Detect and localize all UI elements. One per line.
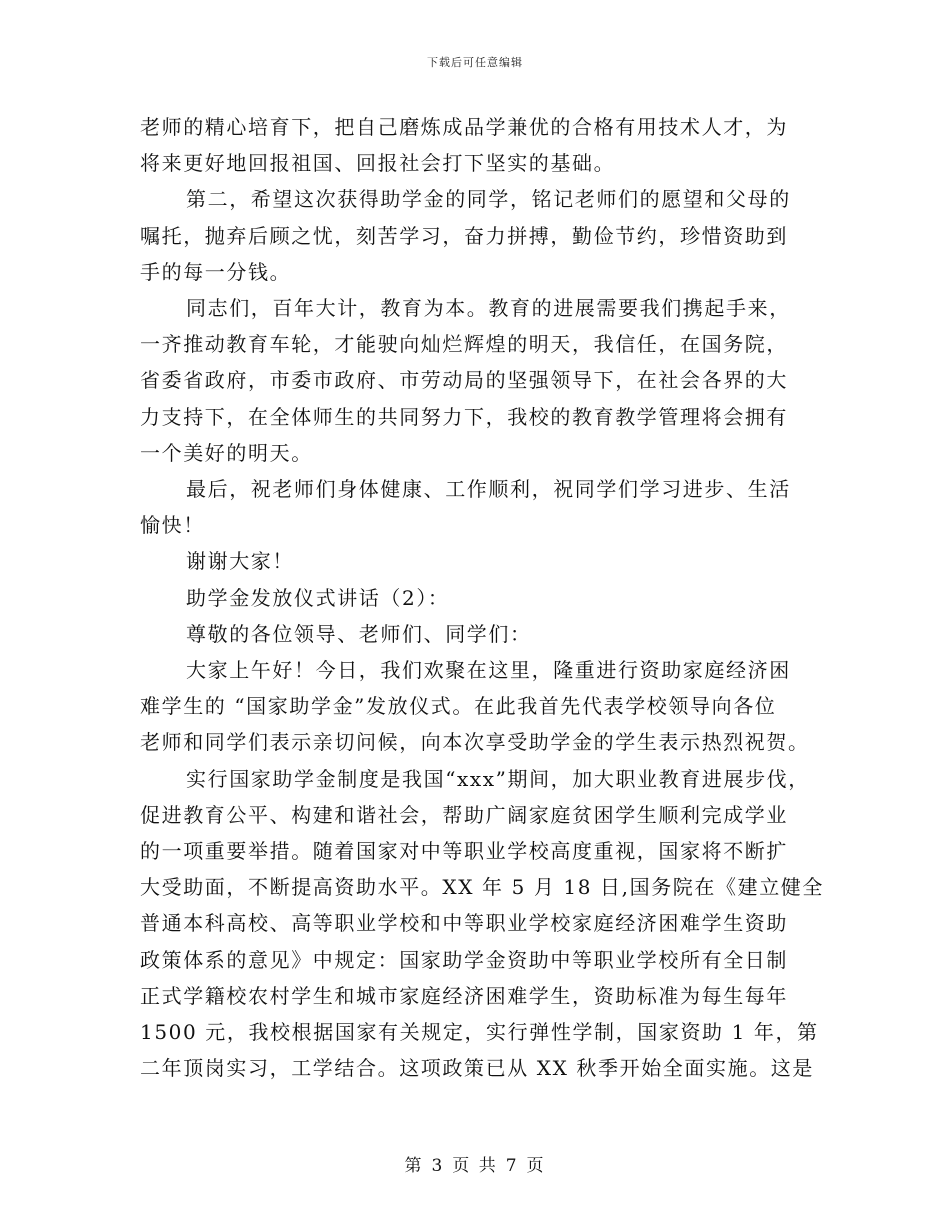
- page-footer: [0, 1151, 950, 1176]
- text-line: 老师和同学们表示亲切问候，向本次享受助学金的学生表示热烈祝贺。: [140, 730, 810, 755]
- text-line: 大家上午好！今日，我们欢聚在这里，隆重进行资助家庭经济困: [186, 658, 791, 683]
- text-line: 普通本科高校、高等职业学校和中等职业学校家庭经济困难学生资助: [140, 911, 788, 936]
- text-line: 助学金发放仪式讲话（2）：: [186, 585, 450, 610]
- text-line: 力支持下，在全体师生的共同努力下，我校的教育教学管理将会拥有: [140, 404, 788, 429]
- text-line: 的一项重要举措。随着国家对中等职业学校高度重视，国家将不断扩: [140, 839, 788, 864]
- page-footer-middle: 页 共: [452, 1156, 498, 1176]
- text-line: 省委省政府，市委市政府、市劳动局的坚强领导下，在社会各界的大: [140, 368, 788, 393]
- text-line: 老师的精心培育下，把自己磨炼成品学兼优的合格有用技术人才，为: [140, 115, 788, 139]
- text-line: 愉快！: [140, 513, 205, 538]
- page-total: 7: [505, 1156, 519, 1176]
- page-footer-suffix: 页: [526, 1156, 546, 1176]
- document-body: [140, 109, 824, 1086]
- text-line: 谢谢大家！: [186, 549, 294, 574]
- text-line: 尊敬的各位领导、老师们、同学们：: [186, 621, 532, 646]
- text-line: 第二，希望这次获得助学金的同学，铭记老师们的愿望和父母的: [186, 187, 791, 212]
- text-line: 手的每一分钱。: [140, 259, 292, 284]
- text-line: 二年顶岗实习，工学结合。这项政策已从 XX 秋季开始全面实施。这是: [140, 1056, 814, 1081]
- text-line: 大受助面，不断提高资助水平。XX 年 5 月 18 日,国务院在《建立健全: [140, 875, 824, 900]
- text-line: 正式学籍校农村学生和城市家庭经济困难学生，资助标准为每生每年: [140, 983, 788, 1008]
- page-header-note: 下载后可任意编辑: [427, 56, 523, 69]
- text-line: 1500 元，我校根据国家有关规定，实行弹性学制，国家资助 1 年，第: [140, 1020, 819, 1045]
- text-line: 促进教育公平、构建和谐社会，帮助广阔家庭贫困学生顺利完成学业: [140, 802, 788, 827]
- text-line: 一个美好的明天。: [140, 440, 313, 465]
- text-line: 难学生的 “国家助学金”发放仪式。在此我首先代表学校领导向各位: [140, 694, 777, 719]
- page-footer-prefix: 第: [404, 1156, 424, 1176]
- text-line: 嘱托，抛弃后顾之忧，刻苦学习，奋力拼搏，勤俭节约，珍惜资助到: [140, 223, 788, 248]
- text-line: 一齐推动教育车轮，才能驶向灿烂辉煌的明天，我信任，在国务院，: [140, 332, 788, 357]
- text-line: 同志们，百年大计，教育为本。教育的进展需要我们携起手来，: [186, 296, 791, 321]
- text-line: 政策体系的意见》中规定：国家助学金资助中等职业学校所有全日制: [140, 947, 788, 972]
- text-line: 最后，祝老师们身体健康、工作顺利，祝同学们学习进步、生活: [186, 477, 791, 502]
- text-line: 实行国家助学金制度是我国“xxx”期间，加大职业教育进展步伐，: [186, 766, 810, 791]
- page-number: 3: [431, 1156, 445, 1176]
- text-line: 将来更好地回报祖国、回报社会打下坚实的基础。: [140, 151, 616, 176]
